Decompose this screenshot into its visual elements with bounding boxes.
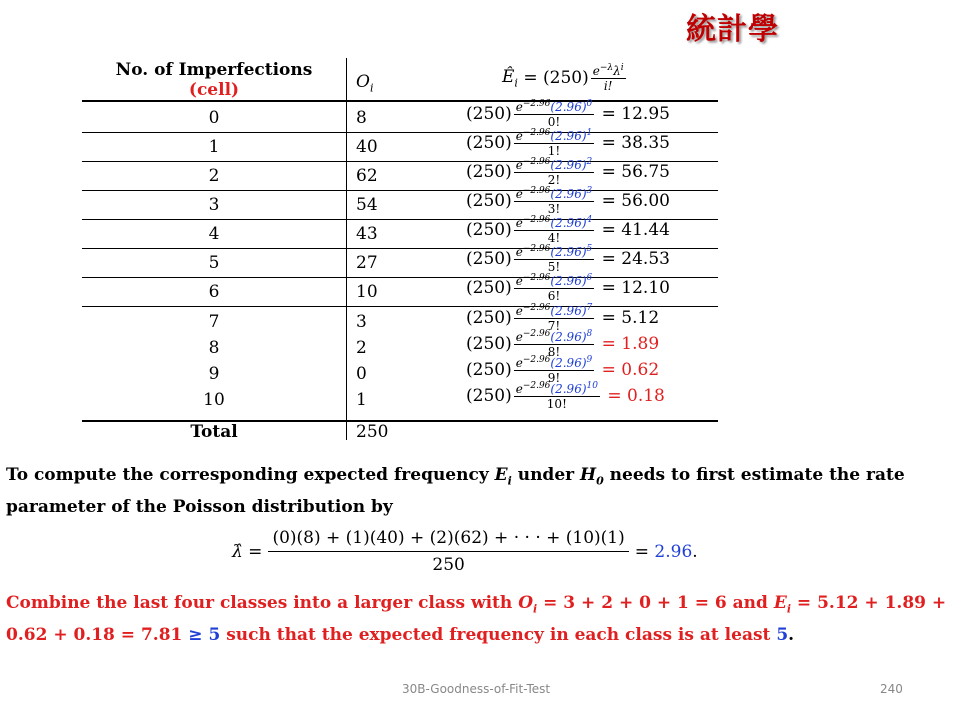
header-observed: $O_i$: [356, 72, 374, 95]
row-cell-value: 7: [208, 312, 220, 332]
page-number: 240: [880, 682, 903, 696]
row-observed: 2: [356, 338, 367, 358]
row-cell-value: 10: [203, 390, 225, 410]
row-observed: 1: [356, 390, 367, 410]
row-expected: (250) $\frac{e^{-2.96}(2.96)^3}{3!}$ = 56.00: [466, 186, 670, 216]
lambda-denominator: 250: [432, 555, 465, 575]
total-value: 250: [356, 422, 389, 442]
row-expected: (250) $\frac{e^{-2.96}(2.96)^7}{7!}$ = 5.12: [466, 303, 660, 333]
row-cell-value: 6: [208, 282, 220, 302]
lambda-formula: λ̂ = $\frac{(0)(8) + (1)(40) + (2)(62) + \cdot \cdot \cdot + (10)(1)}{250}$ = 2.96 .: [232, 528, 698, 575]
row-cell-value: 0: [208, 108, 220, 128]
row-observed: 62: [356, 166, 378, 186]
column-divider: [346, 58, 347, 440]
row-cell-value: 1: [208, 137, 220, 157]
row-cell-value: 8: [208, 338, 220, 358]
row-cell-value: 4: [208, 224, 220, 244]
row-observed: 8: [356, 108, 367, 128]
footer-title: 30B-Goodness-of-Fit-Test: [402, 682, 551, 696]
row-expected: (250) $\frac{e^{-2.96}(2.96)^9}{9!}$ = 0.62: [466, 355, 660, 385]
header-cell-label: (cell): [188, 80, 240, 100]
row-observed: 10: [356, 282, 378, 302]
row-cell-value: 3: [208, 195, 220, 215]
row-observed: 54: [356, 195, 378, 215]
row-expected: (250) $\frac{e^{-2.96}(2.96)^8}{8!}$ = 1.89: [466, 329, 660, 359]
row-observed: 0: [356, 364, 367, 384]
slide-title: 統計學: [686, 12, 779, 47]
row-observed: 27: [356, 253, 378, 273]
row-expected: (250) $\frac{e^{-2.96}(2.96)^6}{6!}$ = 12.10: [466, 273, 670, 303]
row-expected: (250) $\frac{e^{-2.96}(2.96)^1}{1!}$ = 38.35: [466, 128, 670, 158]
row-observed: 3: [356, 312, 367, 332]
row-observed: 43: [356, 224, 378, 244]
row-observed: 40: [356, 137, 378, 157]
row-cell-value: 9: [208, 364, 220, 384]
row-expected: (250) $\frac{e^{-2.96}(2.96)^0}{0!}$ = 12.95: [466, 99, 670, 129]
row-expected: (250) $\frac{e^{-2.96}(2.96)^{10}}{10!}$ = 0.18: [466, 381, 665, 411]
lambda-numerator: (0)(8) + (1)(40) + (2)(62) + · · · + (10)(1): [268, 528, 628, 552]
paragraph-combine: Combine the last four classes into a larger class with $O_i = 3 + 2 + 0 + 1 = 6$ and $E_i = 5.12 + 1.89 + 0.62 + 0.18 = 7.81 \ge 5$ such that the expected frequency in each class is at least 5.: [6, 593, 947, 646]
total-label: Total: [190, 422, 238, 442]
row-expected: (250) $\frac{e^{-2.96}(2.96)^4}{4!}$ = 41.44: [466, 215, 670, 245]
row-cell-value: 2: [208, 166, 220, 186]
row-expected: (250) $\frac{e^{-2.96}(2.96)^5}{5!}$ = 24.53: [466, 244, 670, 274]
row-cell-value: 5: [208, 253, 220, 273]
header-expected: $Ê_i$ = (250) $\frac{e^{-\lambda}\lambda^i}{i!}$: [502, 63, 624, 93]
paragraph-estimate: To compute the corresponding expected frequency $E_i$ under $H_0$ needs to first estimate the rate parameter of the Poisson distribution by: [6, 465, 905, 518]
header-imperfections: No. of Imperfections (cell): [115, 60, 313, 100]
row-expected: (250) $\frac{e^{-2.96}(2.96)^2}{2!}$ = 56.75: [466, 157, 670, 187]
lambda-result: 2.96: [654, 541, 693, 562]
